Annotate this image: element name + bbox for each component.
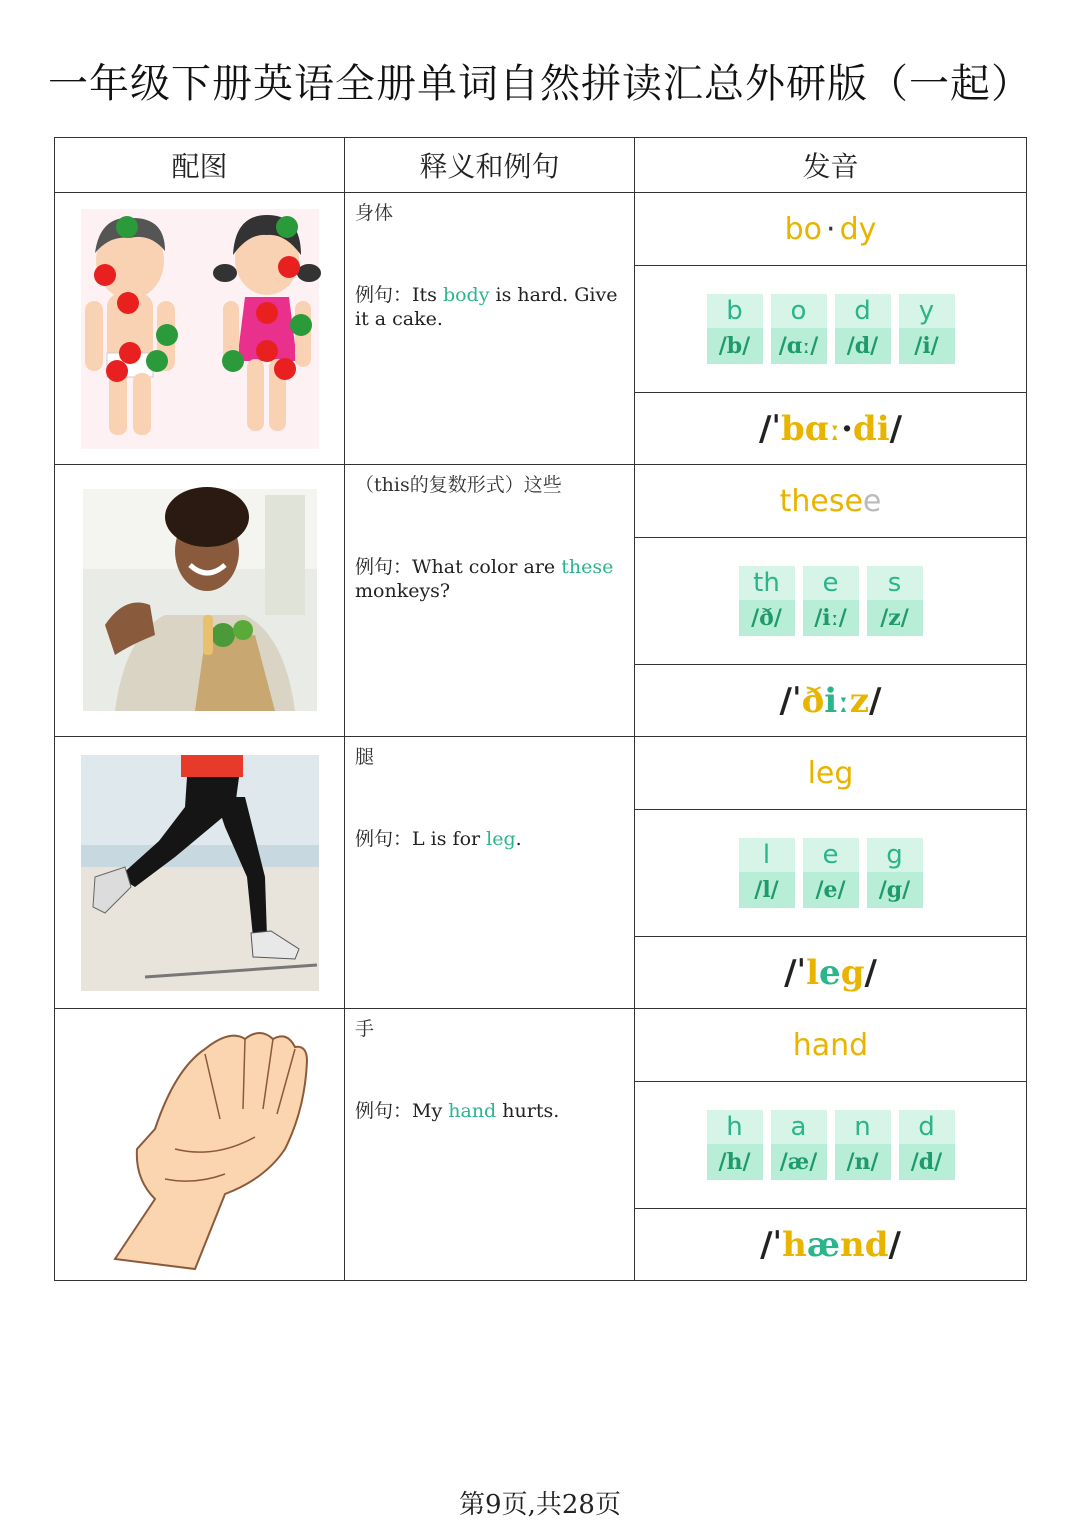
syllable-split: bo · dy — [635, 193, 1026, 266]
header-meaning: 释义和例句 — [345, 138, 635, 193]
phonics-tiles — [635, 1082, 1026, 1209]
hand-illustration — [55, 1009, 345, 1280]
phonics-tile: n /n/ — [835, 1110, 891, 1180]
phonics-tiles — [635, 538, 1026, 665]
body-picture — [55, 193, 345, 465]
phonics-tile: h /h/ — [707, 1110, 763, 1180]
phonics-tile: y /i/ — [899, 294, 955, 364]
syllable-split: leg — [635, 737, 1026, 810]
ipa-transcription: /ˈ bɑː · di / — [758, 408, 903, 449]
phonics-tile: s /z/ — [867, 566, 923, 636]
ipa-transcription: /ˈ ð iː z / — [779, 680, 882, 721]
page-footer: 第9页,共28页 — [459, 1490, 621, 1520]
running-legs-photo — [55, 737, 345, 1008]
pronunciation-cell — [635, 193, 1027, 465]
syllable-split: hand — [635, 1009, 1026, 1082]
phonics-tiles — [635, 810, 1026, 937]
table-row — [55, 193, 1027, 465]
meaning-cell — [345, 737, 635, 1009]
table-row — [55, 737, 1027, 1009]
pronunciation-cell — [635, 1009, 1027, 1281]
pronunciation-cell — [635, 737, 1027, 1009]
phonics-tiles — [635, 266, 1026, 393]
ipa-transcription: /ˈ h æ nd / — [760, 1224, 901, 1265]
phonics-tile: e /e/ — [803, 838, 859, 908]
pronunciation-cell — [635, 465, 1027, 737]
leg-picture — [55, 737, 345, 1009]
example-sentence: 例句：What color are these monkeys? — [355, 556, 614, 602]
phonics-tile: a /æ/ — [771, 1110, 827, 1180]
phonics-tile: d /d/ — [899, 1110, 955, 1180]
header-pronunciation: 发音 — [635, 138, 1027, 193]
phonics-tile: g /g/ — [867, 838, 923, 908]
meaning-text: （this的复数形式）这些 — [355, 474, 562, 496]
meaning-text: 手 — [355, 1018, 375, 1040]
header-image: 配图 — [55, 138, 345, 193]
ipa-transcription: /ˈ l e g / — [784, 952, 877, 993]
phonics-tile: th /ð/ — [739, 566, 795, 636]
kids-body-illustration — [55, 193, 345, 464]
table-row — [55, 1009, 1027, 1281]
table-row — [55, 465, 1027, 737]
table-header-row — [55, 138, 1027, 193]
meaning-text: 腿 — [355, 746, 375, 768]
hand-picture — [55, 1009, 345, 1281]
meaning-text: 身体 — [355, 202, 394, 224]
phonics-tile: o /ɑː/ — [771, 294, 827, 364]
example-sentence: 例句：Its body is hard. Give it a cake. — [355, 284, 618, 330]
phonics-tile: b /b/ — [707, 294, 763, 364]
phonics-tile: e /iː/ — [803, 566, 859, 636]
example-sentence: 例句：My hand hurts. — [355, 1100, 560, 1122]
syllable-split: these e — [635, 465, 1026, 538]
meaning-cell — [345, 465, 635, 737]
meaning-cell — [345, 193, 635, 465]
meaning-cell — [345, 1009, 635, 1281]
page-title: 一年级下册英语全册单词自然拼读汇总外研版（一起） — [48, 61, 1032, 107]
these-picture — [55, 465, 345, 737]
man-pointing-photo — [55, 465, 345, 736]
vocabulary-table — [54, 137, 1027, 1281]
phonics-tile: l /l/ — [739, 838, 795, 908]
example-sentence: 例句：L is for leg. — [355, 828, 522, 850]
phonics-tile: d /d/ — [835, 294, 891, 364]
